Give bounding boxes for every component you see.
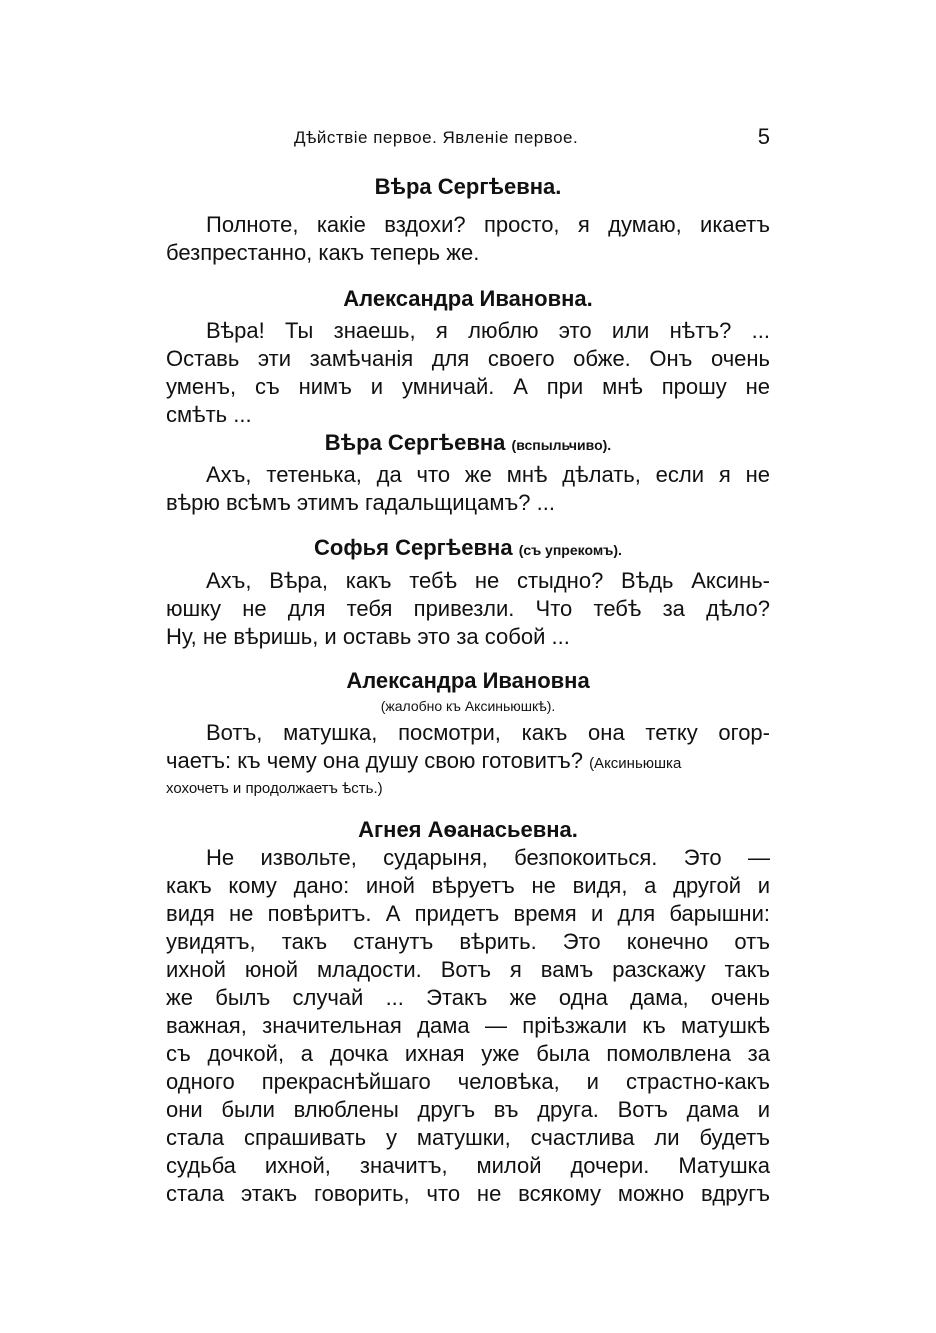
dialogue-line: смѣть ... [166, 402, 252, 427]
speaker-name: Вѣра Сергѣевна [324, 430, 506, 455]
stage-direction: (Аксиньюшка [589, 755, 682, 772]
speaker-heading [166, 430, 770, 456]
dialogue-line: видя не повѣритъ. А придетъ время и для барышни: [166, 901, 770, 926]
stage-direction: (жалобно къ Аксиньюшкѣ). [380, 698, 556, 714]
dialogue-text: чаетъ: къ чему она душу свою готовитъ? [166, 748, 583, 773]
dialogue-line: стала этакъ говорить, что не всякому можно вдругъ [166, 1181, 770, 1206]
dialogue-line: судьба ихной, значитъ, милой дочери. Матушка [166, 1153, 770, 1178]
stage-direction-continued: хохочетъ и продолжаетъ ѣсть.) [166, 780, 383, 797]
dialogue-line: Ну, не вѣришь, и оставь это за собой ... [166, 624, 570, 649]
dialogue-line: Вѣра! Ты знаешь, я люблю это или нѣтъ? ... [206, 318, 770, 343]
speaker-name: Софья Сергѣевна [314, 535, 513, 560]
speaker-heading: Александра Ивановна [346, 668, 590, 693]
speaker-heading [166, 535, 770, 561]
speaker-heading: Вѣра Сергѣевна. [374, 174, 562, 199]
dialogue-line: Ахъ, Вѣра, какъ тебѣ не стыдно? Вѣдь Аксинь- [206, 568, 770, 593]
dialogue-line: важная, значительная дама — прiѣзжали къ матушкѣ [166, 1013, 770, 1038]
dialogue-line: вѣрю всѣмъ этимъ гадальщицамъ? ... [166, 490, 555, 515]
dialogue-line: Не извольте, сударыня, безпокоиться. Это — [206, 845, 770, 870]
running-title: Дѣйствiе первое. Явленiе первое. [294, 128, 579, 147]
dialogue-line: стала спрашивать у матушки, счастлива ли будетъ [166, 1125, 770, 1150]
dialogue-line: безпрестанно, какъ теперь же. [166, 240, 480, 265]
stage-direction: (вспыльчиво). [511, 437, 612, 453]
dialogue-line: увидятъ, такъ станутъ вѣрить. Это конечно отъ [166, 929, 770, 954]
dialogue-line-with-direction [166, 748, 770, 774]
dialogue-line: Полноте, какiе вздохи? просто, я думаю, икаетъ [206, 212, 770, 237]
dialogue-line: Вотъ, матушка, посмотри, какъ она тетку огор- [206, 720, 770, 745]
dialogue-line: юшку не для тебя привезли. Что тебѣ за дѣло? [166, 596, 770, 621]
page-header [166, 124, 770, 158]
dialogue-line: Оставь эти замѣчанiя для своего обже. Онъ очень [166, 346, 770, 371]
dialogue-line: Ахъ, тетенька, да что же мнѣ дѣлать, если я не [206, 462, 770, 487]
page-number: 5 [757, 124, 770, 149]
dialogue-line: уменъ, съ нимъ и умничай. А при мнѣ прошу не [166, 374, 770, 399]
dialogue-line: съ дочкой, а дочка ихная уже была помолвлена за [166, 1041, 770, 1066]
stage-direction: (съ упрекомъ). [518, 542, 622, 558]
dialogue-line: ихной юной младости. Вотъ я вамъ разскажу такъ [166, 957, 770, 982]
speaker-heading: Агнея Аѳанасьевна. [358, 817, 578, 842]
dialogue-line: одного прекраснѣйшаго человѣка, и страстно-какъ [166, 1069, 770, 1094]
speaker-heading: Александра Ивановна. [343, 286, 593, 311]
dialogue-line: они были влюблены другъ въ друга. Вотъ дама и [166, 1097, 770, 1122]
dialogue-line: какъ кому дано: иной вѣруетъ не видя, а другой и [166, 873, 770, 898]
dialogue-line: же былъ случай ... Этакъ же одна дама, очень [166, 985, 770, 1010]
